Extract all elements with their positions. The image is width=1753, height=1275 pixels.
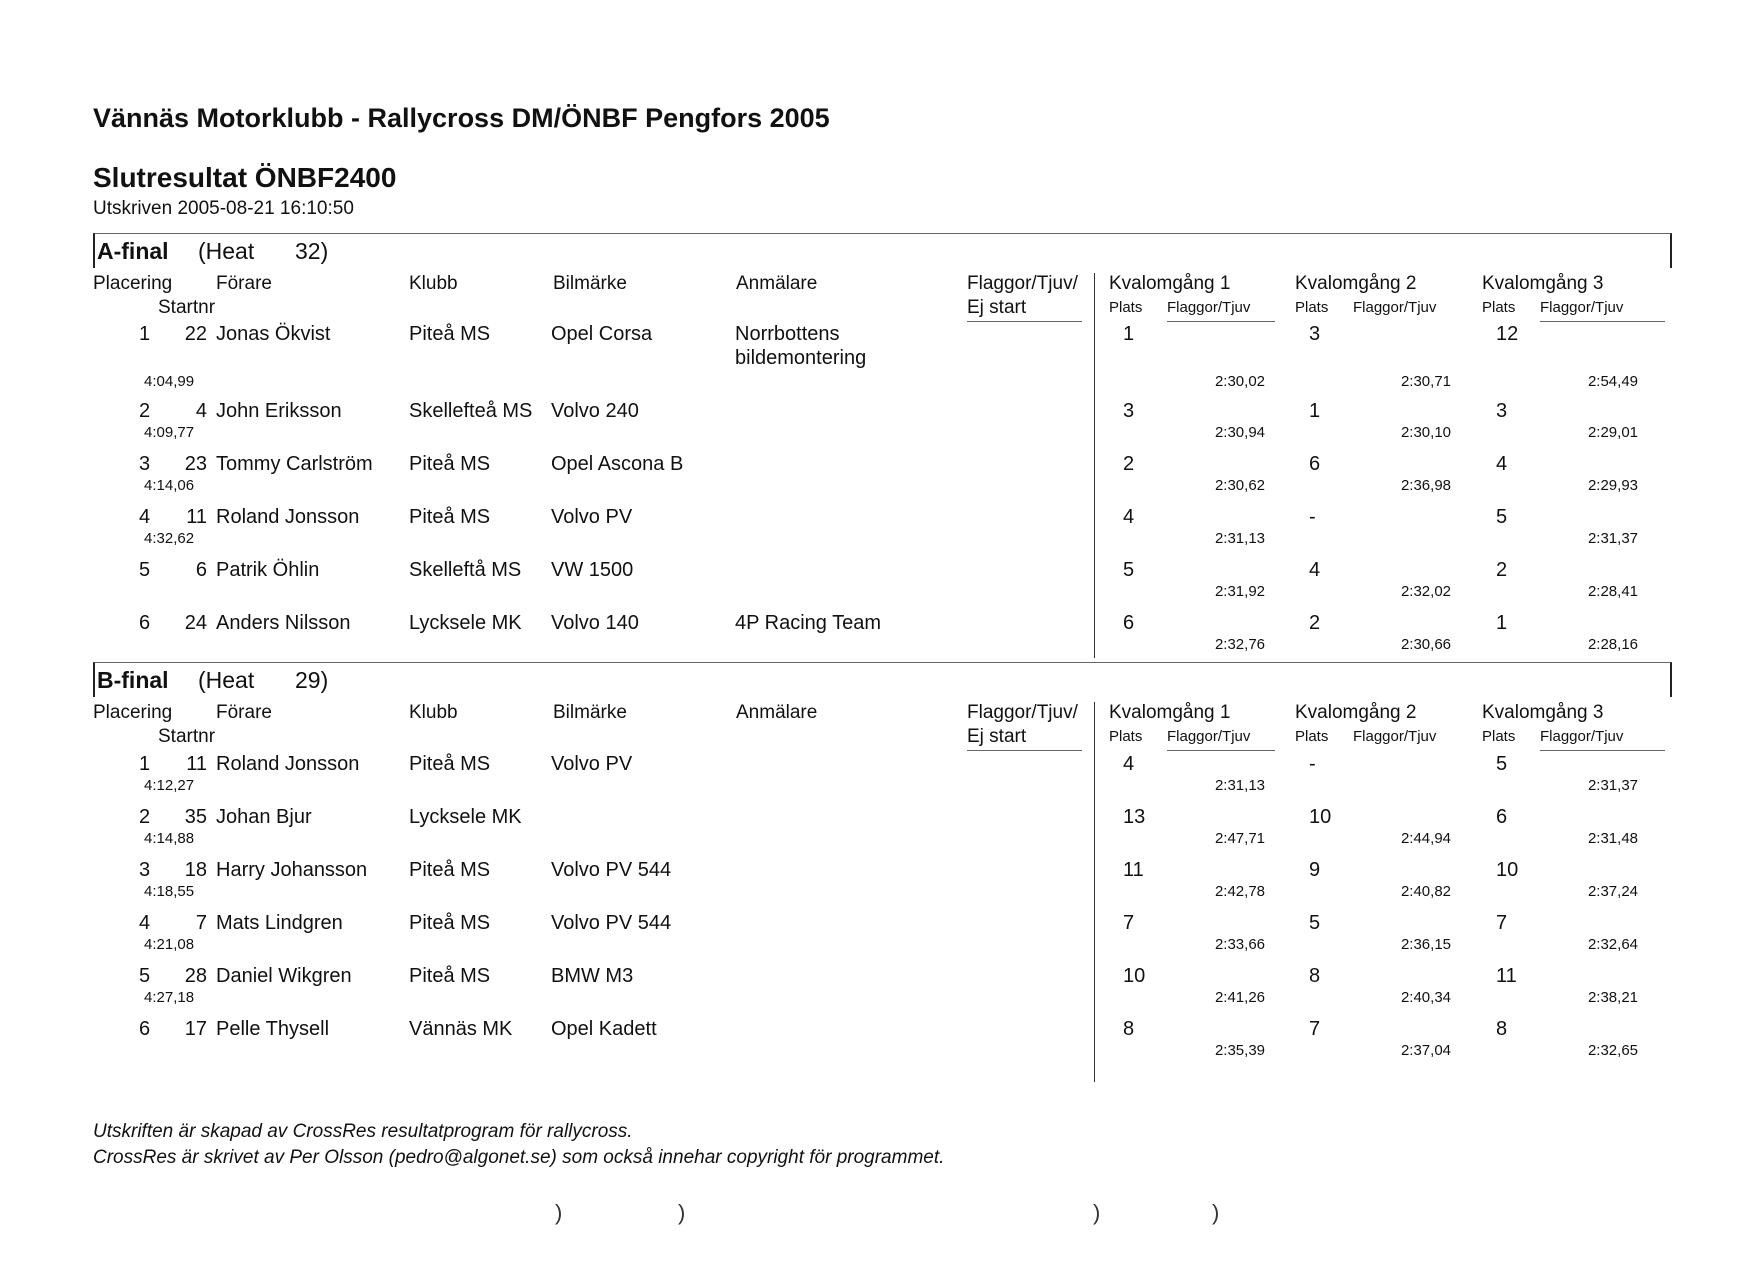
kval1-time: 2:30,94 xyxy=(1214,424,1265,441)
kval2-time: 2:44,94 xyxy=(1400,830,1451,847)
placering: 5 xyxy=(139,965,151,987)
table-row xyxy=(93,965,1668,1015)
kval2-time: 2:30,10 xyxy=(1400,424,1451,441)
kval3-place: 1 xyxy=(1496,612,1508,634)
table-row xyxy=(93,612,1668,662)
club-name: Skelleftå MS xyxy=(409,559,522,581)
driver-name: Patrik Öhlin xyxy=(216,559,320,581)
total-time: 4:12,27 xyxy=(144,777,195,794)
placering: 4 xyxy=(139,912,151,934)
kval3-time: 2:37,24 xyxy=(1587,883,1638,900)
kval1-place: 5 xyxy=(1123,559,1135,581)
startnr: 28 xyxy=(184,965,207,987)
col-kval1-plats: Plats xyxy=(1109,728,1143,745)
club-name: Vännäs MK xyxy=(409,1018,513,1040)
kval2-time: 2:37,04 xyxy=(1400,1042,1451,1059)
kval3-place: 10 xyxy=(1496,859,1519,881)
placering: 5 xyxy=(139,559,151,581)
col-anmalare: Anmälare xyxy=(736,702,818,723)
kval2-place: 1 xyxy=(1309,400,1321,422)
startnr: 11 xyxy=(186,753,207,775)
col-kval1: Kvalomgång 1 xyxy=(1109,702,1231,723)
driver-name: Pelle Thysell xyxy=(216,1018,330,1040)
placering: 6 xyxy=(139,612,151,634)
col-flaggor: Flaggor/Tjuv/ xyxy=(967,273,1078,294)
club-name: Piteå MS xyxy=(409,859,491,881)
kval2-time: 2:36,15 xyxy=(1400,936,1451,953)
table-row xyxy=(93,506,1668,556)
startnr: 23 xyxy=(184,453,207,475)
club-name: Piteå MS xyxy=(409,965,491,987)
kval1-place: 4 xyxy=(1123,506,1135,528)
col-kval3-flaggor: Flaggor/Tjuv xyxy=(1540,299,1624,316)
kval2-place: - xyxy=(1309,506,1316,528)
kval2-place: 5 xyxy=(1309,912,1321,934)
kval3-time: 2:32,64 xyxy=(1587,936,1638,953)
footer-line-2: CrossRes är skrivet av Per Olsson (pedro@algonet.se) som också innehar copyright för programmet. xyxy=(93,1147,945,1168)
kval2-time: 2:30,66 xyxy=(1400,636,1451,653)
table-row xyxy=(93,912,1668,962)
total-time: 4:09,77 xyxy=(144,424,195,441)
total-time: 4:14,88 xyxy=(144,830,195,847)
kval1-place: 6 xyxy=(1123,612,1135,634)
kval3-time: 2:28,41 xyxy=(1587,583,1638,600)
startnr: 24 xyxy=(184,612,207,634)
kval1-time: 2:31,13 xyxy=(1214,530,1265,547)
kval3-place: 5 xyxy=(1496,506,1508,528)
kval1-place: 7 xyxy=(1123,912,1135,934)
kval2-place: 9 xyxy=(1309,859,1321,881)
kval1-time: 2:32,76 xyxy=(1214,636,1265,653)
car-model: Volvo 140 xyxy=(551,612,639,634)
kval2-place: 7 xyxy=(1309,1018,1321,1040)
col-anmalare: Anmälare xyxy=(736,273,818,294)
kval2-time: 2:40,34 xyxy=(1400,989,1451,1006)
startnr: 35 xyxy=(184,806,207,828)
header-rule xyxy=(1167,750,1275,751)
kval3-place: 3 xyxy=(1496,400,1508,422)
col-placering: Placering xyxy=(93,702,173,723)
car-model: Volvo PV 544 xyxy=(551,912,672,934)
kval2-place: 8 xyxy=(1309,965,1321,987)
page-title: Vännäs Motorklubb - Rallycross DM/ÖNBF Pengfors 2005 xyxy=(93,103,830,133)
col-kval2: Kvalomgång 2 xyxy=(1295,273,1417,294)
kval2-place: 2 xyxy=(1309,612,1321,634)
table-row xyxy=(93,400,1668,450)
col-forare: Förare xyxy=(216,702,272,723)
final-name: A-final xyxy=(97,238,169,264)
driver-name: Mats Lindgren xyxy=(216,912,343,934)
table-row xyxy=(93,806,1668,856)
kval2-time: 2:30,71 xyxy=(1400,373,1451,390)
total-time: 4:14,06 xyxy=(144,477,195,494)
kval1-time: 2:33,66 xyxy=(1214,936,1265,953)
kval3-time: 2:31,48 xyxy=(1587,830,1638,847)
final-name: B-final xyxy=(97,667,169,693)
kval2-place: 4 xyxy=(1309,559,1321,581)
kval3-time: 2:31,37 xyxy=(1587,530,1638,547)
kval3-place: 5 xyxy=(1496,753,1508,775)
header-rule xyxy=(967,750,1082,751)
kval1-place: 1 xyxy=(1123,323,1135,345)
final-section xyxy=(93,662,1668,1082)
kval3-place: 7 xyxy=(1496,912,1508,934)
kval3-place: 2 xyxy=(1496,559,1508,581)
page-subtitle: Slutresultat ÖNBF2400 xyxy=(93,162,397,193)
col-kval3-plats: Plats xyxy=(1482,728,1516,745)
col-startnr: Startnr xyxy=(158,297,216,318)
car-model: Volvo PV 544 xyxy=(551,859,672,881)
col-klubb: Klubb xyxy=(409,702,458,723)
kval2-time: 2:40,82 xyxy=(1400,883,1451,900)
startnr: 6 xyxy=(195,559,207,581)
table-row xyxy=(93,753,1668,803)
placering: 2 xyxy=(139,400,151,422)
col-kval3-flaggor: Flaggor/Tjuv xyxy=(1540,728,1624,745)
total-time: 4:27,18 xyxy=(144,989,195,1006)
col-kval2-plats: Plats xyxy=(1295,728,1329,745)
col-klubb: Klubb xyxy=(409,273,458,294)
scan-mark: ) xyxy=(1093,1200,1101,1225)
final-heat-number: 32) xyxy=(295,238,329,264)
kval3-time: 2:29,01 xyxy=(1587,424,1638,441)
col-forare: Förare xyxy=(216,273,272,294)
kval1-place: 8 xyxy=(1123,1018,1135,1040)
car-model: Volvo 240 xyxy=(551,400,639,422)
placering: 2 xyxy=(139,806,151,828)
startnr: 11 xyxy=(186,506,207,528)
col-kval3: Kvalomgång 3 xyxy=(1482,273,1604,294)
placering: 3 xyxy=(139,859,151,881)
table-row xyxy=(93,323,1668,390)
final-header xyxy=(93,233,1672,268)
col-flaggor: Flaggor/Tjuv/ xyxy=(967,702,1078,723)
table-row xyxy=(93,859,1668,909)
kval1-time: 2:41,26 xyxy=(1214,989,1265,1006)
car-model: VW 1500 xyxy=(551,559,634,581)
club-name: Lycksele MK xyxy=(409,806,522,828)
kval3-time: 2:38,21 xyxy=(1587,989,1638,1006)
club-name: Piteå MS xyxy=(409,912,491,934)
kval1-place: 4 xyxy=(1123,753,1135,775)
kval3-place: 12 xyxy=(1496,323,1519,345)
club-name: Lycksele MK xyxy=(409,612,522,634)
footer-line-1: Utskriften är skapad av CrossRes resultatprogram för rallycross. xyxy=(93,1121,633,1142)
car-model: BMW M3 xyxy=(551,965,634,987)
driver-name: Daniel Wikgren xyxy=(216,965,352,987)
total-time: 4:04,99 xyxy=(144,373,195,390)
kval3-place: 8 xyxy=(1496,1018,1508,1040)
kval3-time: 2:28,16 xyxy=(1587,636,1638,653)
startnr: 18 xyxy=(184,859,207,881)
club-name: Piteå MS xyxy=(409,453,491,475)
final-heat-label: (Heat xyxy=(198,667,255,693)
kval1-time: 2:42,78 xyxy=(1214,883,1265,900)
final-heat-label: (Heat xyxy=(198,238,255,264)
total-time: 4:21,08 xyxy=(144,936,195,953)
entrant-name-cont: bildemontering xyxy=(735,347,867,369)
driver-name: Harry Johansson xyxy=(216,859,368,881)
car-model: Opel Corsa xyxy=(551,323,653,345)
kval3-place: 4 xyxy=(1496,453,1508,475)
placering: 4 xyxy=(139,506,151,528)
kval3-time: 2:29,93 xyxy=(1587,477,1638,494)
kval3-time: 2:32,65 xyxy=(1587,1042,1638,1059)
kval3-time: 2:31,37 xyxy=(1587,777,1638,794)
total-time: 4:32,62 xyxy=(144,530,195,547)
car-model: Volvo PV xyxy=(551,753,633,775)
placering: 6 xyxy=(139,1018,151,1040)
kval2-time: 2:36,98 xyxy=(1400,477,1451,494)
col-kval2-flaggor: Flaggor/Tjuv xyxy=(1353,728,1437,745)
header-rule xyxy=(967,321,1082,322)
startnr: 4 xyxy=(195,400,207,422)
kval2-place: 10 xyxy=(1309,806,1332,828)
driver-name: Roland Jonsson xyxy=(216,753,360,775)
driver-name: Tommy Carlström xyxy=(216,453,373,475)
col-ej-start: Ej start xyxy=(967,726,1027,747)
club-name: Piteå MS xyxy=(409,323,491,345)
scan-mark: ) xyxy=(678,1200,686,1225)
total-time: 4:18,55 xyxy=(144,883,195,900)
entrant-name: Norrbottens xyxy=(735,323,840,345)
col-kval1-plats: Plats xyxy=(1109,299,1143,316)
col-kval2-flaggor: Flaggor/Tjuv xyxy=(1353,299,1437,316)
startnr: 17 xyxy=(184,1018,207,1040)
col-startnr: Startnr xyxy=(158,726,216,747)
col-kval2-plats: Plats xyxy=(1295,299,1329,316)
kval1-place: 3 xyxy=(1123,400,1135,422)
entrant-name: 4P Racing Team xyxy=(735,612,882,634)
club-name: Piteå MS xyxy=(409,753,491,775)
kval2-time: 2:32,02 xyxy=(1400,583,1451,600)
scan-mark: ) xyxy=(1212,1200,1220,1225)
kval2-place: - xyxy=(1309,753,1316,775)
kval1-time: 2:30,62 xyxy=(1214,477,1265,494)
kval1-place: 11 xyxy=(1123,859,1144,881)
scan-mark: ) xyxy=(555,1200,563,1225)
kval2-place: 6 xyxy=(1309,453,1321,475)
startnr: 7 xyxy=(195,912,207,934)
final-header xyxy=(93,662,1672,697)
final-heat-number: 29) xyxy=(295,667,329,693)
table-row xyxy=(93,559,1668,609)
col-ej-start: Ej start xyxy=(967,297,1027,318)
kval1-place: 2 xyxy=(1123,453,1135,475)
final-section xyxy=(93,233,1668,653)
col-kval3: Kvalomgång 3 xyxy=(1482,702,1604,723)
car-model: Opel Kadett xyxy=(551,1018,657,1040)
kval1-time: 2:31,13 xyxy=(1214,777,1265,794)
kval1-time: 2:30,02 xyxy=(1214,373,1265,390)
kval3-place: 11 xyxy=(1496,965,1517,987)
col-bilmarke: Bilmärke xyxy=(553,702,627,723)
table-row xyxy=(93,453,1668,503)
club-name: Piteå MS xyxy=(409,506,491,528)
car-model: Volvo PV xyxy=(551,506,633,528)
header-rule xyxy=(1540,321,1665,322)
driver-name: Jonas Ökvist xyxy=(216,323,331,345)
driver-name: John Eriksson xyxy=(216,400,342,422)
kval3-time: 2:54,49 xyxy=(1587,373,1638,390)
table-row xyxy=(93,1018,1668,1068)
kval1-place: 13 xyxy=(1123,806,1146,828)
printed-timestamp: Utskriven 2005-08-21 16:10:50 xyxy=(93,198,354,219)
header-rule xyxy=(1167,321,1275,322)
header-rule xyxy=(1540,750,1665,751)
col-kval1-flaggor: Flaggor/Tjuv xyxy=(1167,299,1251,316)
kval1-time: 2:31,92 xyxy=(1214,583,1265,600)
kval2-place: 3 xyxy=(1309,323,1321,345)
col-bilmarke: Bilmärke xyxy=(553,273,627,294)
kval1-place: 10 xyxy=(1123,965,1146,987)
driver-name: Roland Jonsson xyxy=(216,506,360,528)
kval1-time: 2:47,71 xyxy=(1214,830,1265,847)
kval3-place: 6 xyxy=(1496,806,1508,828)
club-name: Skellefteå MS xyxy=(409,400,533,422)
col-placering: Placering xyxy=(93,273,173,294)
col-kval3-plats: Plats xyxy=(1482,299,1516,316)
kval1-time: 2:35,39 xyxy=(1214,1042,1265,1059)
driver-name: Anders Nilsson xyxy=(216,612,351,634)
placering: 1 xyxy=(139,753,151,775)
car-model: Opel Ascona B xyxy=(551,453,684,475)
col-kval1: Kvalomgång 1 xyxy=(1109,273,1231,294)
col-kval2: Kvalomgång 2 xyxy=(1295,702,1417,723)
placering: 3 xyxy=(139,453,151,475)
col-kval1-flaggor: Flaggor/Tjuv xyxy=(1167,728,1251,745)
driver-name: Johan Bjur xyxy=(216,806,312,828)
placering: 1 xyxy=(139,323,151,345)
startnr: 22 xyxy=(184,323,207,345)
